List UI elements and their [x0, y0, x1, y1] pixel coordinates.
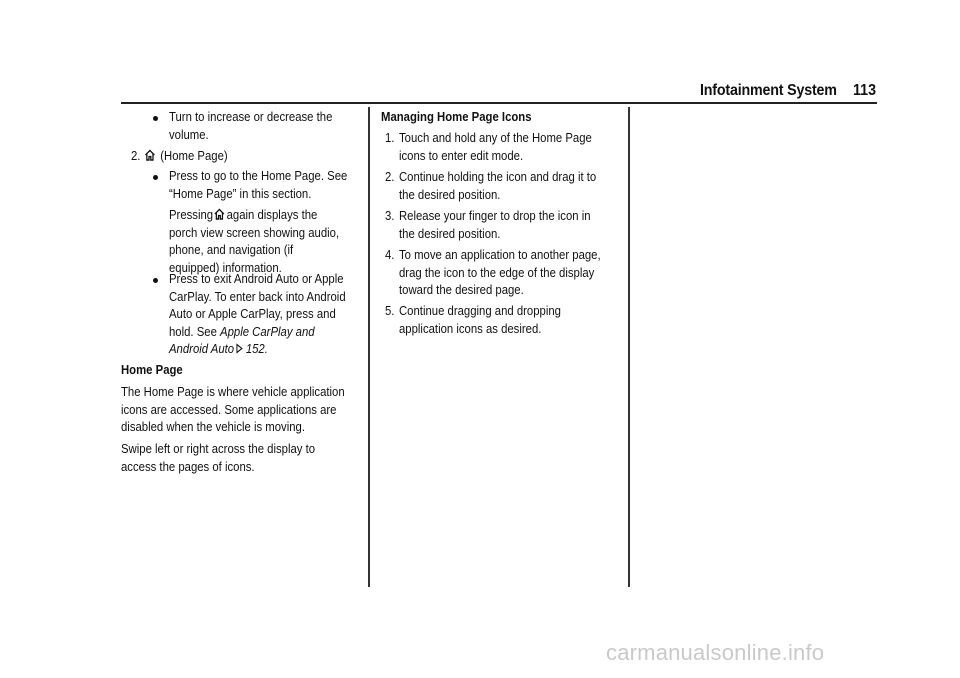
bullet-text: Turn to increase or decrease the — [169, 110, 333, 124]
item-label: (Home Page) — [160, 149, 228, 163]
home-icon — [214, 208, 225, 220]
bullet-text: Auto or Apple CarPlay, press and — [169, 307, 336, 321]
step-text: To move an application to another page, — [399, 248, 601, 262]
paragraph-line: porch view screen showing audio, — [169, 225, 340, 240]
home-icon — [145, 149, 156, 161]
subheading: Home Page — [121, 363, 183, 377]
list-number — [131, 148, 228, 166]
paragraph-line: Swipe left or right across the display to — [121, 442, 316, 456]
item-number: 2. — [131, 149, 141, 163]
step-text: Continue holding the icon and drag it to — [399, 170, 597, 184]
bullet-text: volume. — [169, 127, 209, 142]
step-text: drag the icon to the edge of the display — [399, 265, 595, 280]
bullet-marker — [153, 278, 158, 283]
page-reference[interactable]: 152. — [245, 342, 268, 356]
step-text: the desired position. — [399, 226, 501, 241]
step-text: toward the desired page. — [399, 283, 524, 297]
step-text: Continue dragging and dropping — [399, 304, 561, 318]
header-rule — [121, 102, 877, 104]
cross-reference-link[interactable]: Apple CarPlay and — [220, 324, 315, 339]
step-number: 1. — [385, 131, 395, 145]
cross-reference-link[interactable]: Android Auto — [169, 342, 235, 356]
bullet-text — [169, 341, 268, 359]
step-number: 4. — [385, 248, 395, 262]
paragraph-line: equipped) information. — [169, 260, 282, 275]
column-divider — [368, 107, 370, 587]
pressing-prefix: Pressing — [169, 208, 214, 222]
bullet-text: Press to exit Android Auto or Apple — [169, 272, 344, 286]
column-divider — [628, 107, 630, 587]
bullet-text: “Home Page” in this section. — [169, 186, 312, 201]
cross-reference-icon — [236, 343, 244, 354]
paragraph-line: icons are accessed. Some applications are — [121, 402, 337, 417]
step-number: 5. — [385, 304, 395, 318]
bullet-text: CarPlay. To enter back into Android — [169, 289, 346, 304]
paragraph-line: access the pages of icons. — [121, 459, 255, 474]
paragraph-line: phone, and navigation (if — [169, 243, 294, 257]
subheading: Managing Home Page Icons — [381, 110, 532, 124]
paragraph-line: disabled when the vehicle is moving. — [121, 420, 305, 434]
page-number: 113 — [853, 82, 877, 99]
bullet-text-hold: hold. See — [169, 324, 221, 339]
step-text: the desired position. — [399, 187, 501, 202]
bullet-text — [169, 324, 315, 342]
pressing-line — [169, 207, 317, 225]
step-text: Touch and hold any of the Home Page — [399, 131, 592, 145]
step-number: 3. — [385, 209, 395, 223]
step-number: 2. — [385, 170, 395, 184]
step-text: icons to enter edit mode. — [399, 148, 524, 163]
section-title: Infotainment System — [700, 82, 837, 99]
step-text: Release your finger to drop the icon in — [399, 209, 591, 223]
paragraph-line: The Home Page is where vehicle application — [121, 385, 345, 399]
watermark: carmanualsonline.info — [606, 640, 825, 665]
bullet-text: Press to go to the Home Page. See — [169, 169, 348, 183]
bullet-marker — [153, 116, 158, 121]
bullet-marker — [153, 175, 158, 180]
pressing-suffix: again displays the — [226, 208, 318, 222]
step-text: application icons as desired. — [399, 321, 542, 336]
